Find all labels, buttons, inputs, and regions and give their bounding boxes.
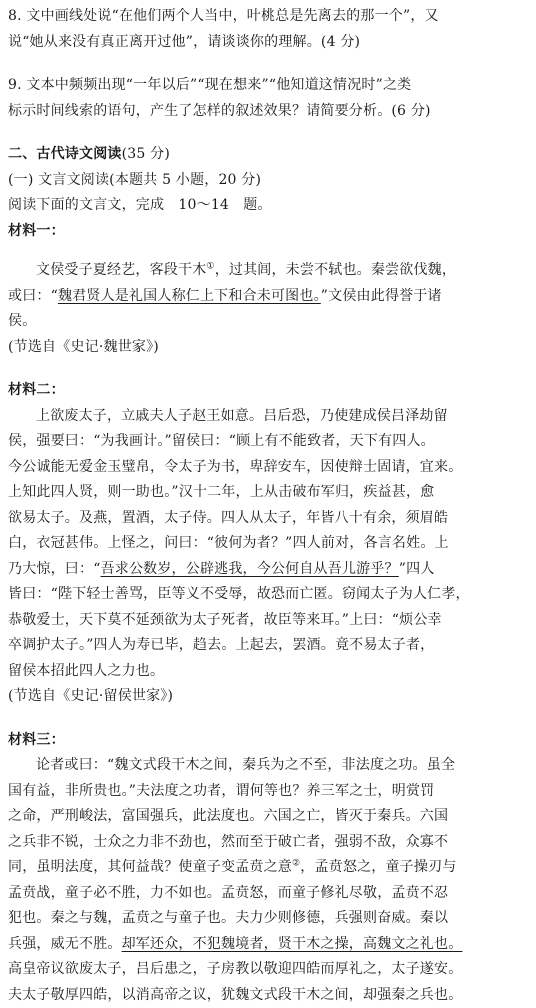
material-3-line-2: 国有益，非所贵也。”夫法度之功者，谓何等也？养三军之士，明赏罚: [8, 779, 530, 805]
material-3-line-8: 兵强，威无不胜。却军还众，不犯魏境者，贤干木之操，高魏文之礼也。: [8, 932, 530, 958]
material-1-label: 材料一：: [8, 219, 530, 245]
material-1-line-1: 文侯受子夏经艺，客段干木①，过其闾，未尝不轼也。秦尝欲伐魏，: [8, 258, 530, 284]
subsection-heading: (一) 文言文阅读(本题共 5 小题，20 分): [8, 168, 530, 194]
material-2-line-1: 上欲废太子，立戚夫人子赵王如意。吕后恐，乃使建成侯吕泽劫留: [8, 404, 530, 430]
material-2-source: (节选自《史记·留侯世家》): [8, 684, 530, 710]
material-1-source: (节选自《史记·魏世家》): [8, 335, 530, 361]
material-2-line-7: 乃大惊，曰：“吾求公数岁，公辟逃我，今公何自从吾儿游乎？”四人: [8, 557, 530, 583]
material-2-label: 材料二：: [8, 378, 530, 404]
underlined-sentence-1: 魏君贤人是礼国人称仁上下和合未可图也。: [58, 288, 321, 304]
underlined-sentence-3: 却军还众，不犯魏境者，贤干木之操，高魏文之礼也。: [122, 936, 463, 952]
material-1-line-2: 或曰：“魏君贤人是礼国人称仁上下和合未可图也。”文侯由此得誉于诸: [8, 284, 530, 310]
question-8-line-2: 说“她从来没有真正离开过他”，请谈谈你的理解。(4 分): [8, 30, 530, 56]
section-heading: [8, 142, 530, 168]
material-2-line-4: 上知此四人贤，则一助也。”汉十二年，上从击破布军归，疾益甚，愈: [8, 480, 530, 506]
footnote-1-marker: ①: [206, 261, 214, 271]
instructions: 阅读下面的文言文，完成 10～14 题。: [8, 193, 530, 219]
underlined-sentence-2: 吾求公数岁，公辟逃我，今公何自从吾儿游乎？: [101, 561, 399, 577]
exam-page: [8, 4, 530, 1008]
material-2-line-9: 恭敬爱士，天下莫不延颈欲为太子死者，故臣等来耳。”上曰：“烦公幸: [8, 608, 530, 634]
material-2-line-10: 卒调护太子。”四人为寿已毕，趋去。上起去，罢酒。竟不易太子者，: [8, 633, 530, 659]
material-3-line-1: 论者或曰：“魏文式段干木之间，秦兵为之不至，非法度之功。虽全: [8, 753, 530, 779]
material-3-line-6: 孟贲战，童子必不胜，力不如也。孟贲怒，而童子修礼尽敬，孟贲不忍: [8, 881, 530, 907]
material-2-line-2: 侯，强要曰：“为我画计。”留侯曰：“顾上有不能致者，天下有四人。: [8, 429, 530, 455]
material-3-line-4: 之兵非不锐，士众之力非不劲也，然而至于破亡者，强弱不敌，众寡不: [8, 830, 530, 856]
material-3-line-10: 夫太子敬厚四皓，以消高帝之议，犹魏文式段干木之间，却强秦之兵也。: [8, 983, 530, 1008]
question-8-line-1: 8. 文中画线处说“在他们两个人当中，叶桃总是先离去的那一个”，又: [8, 4, 530, 30]
section-score: (35 分): [122, 146, 170, 162]
material-3-line-7: 犯也。秦之与魏，孟贲之与童子也。夫力少则修德，兵强则奋威。秦以: [8, 906, 530, 932]
footnote-2-marker: ②: [292, 858, 300, 868]
question-9-line-2: 标示时间线索的语句，产生了怎样的叙述效果？请简要分析。(6 分): [8, 99, 530, 125]
material-3-line-9: 高皇帝议欲废太子，吕后患之，子房教以敬迎四皓而厚礼之，太子遂安。: [8, 957, 530, 983]
section-title: 二、古代诗文阅读: [8, 146, 122, 162]
material-3-line-3: 之命，严刑峻法，富国强兵，此法度也。六国之亡，皆灭于秦兵。六国: [8, 804, 530, 830]
question-9-line-1: 9. 文本中频频出现“一年以后”“现在想来”“他知道这情况时”之类: [8, 73, 530, 99]
material-1-line-3: 侯。: [8, 309, 530, 335]
material-2-line-6: 白，衣冠甚伟。上怪之，问曰：“彼何为者？”四人前对，各言名姓。上: [8, 531, 530, 557]
material-2-line-8: 皆曰：“陛下轻士善骂，臣等义不受辱，故恐而亡匿。窃闻太子为人仁孝，: [8, 582, 530, 608]
material-3-line-5: 同，虽明法度，其何益哉？使童子变孟贲之意②，孟贲怒之，童子操刃与: [8, 855, 530, 881]
material-2-line-5: 欲易太子。及燕，置酒，太子侍。四人从太子，年皆八十有余，须眉皓: [8, 506, 530, 532]
material-3-label: 材料三：: [8, 728, 530, 754]
material-2-line-3: 今公诚能无爱金玉璧帛，令太子为书，卑辞安车，因使辩士固请，宜来。: [8, 455, 530, 481]
material-2-line-11: 留侯本招此四人之力也。: [8, 659, 530, 685]
